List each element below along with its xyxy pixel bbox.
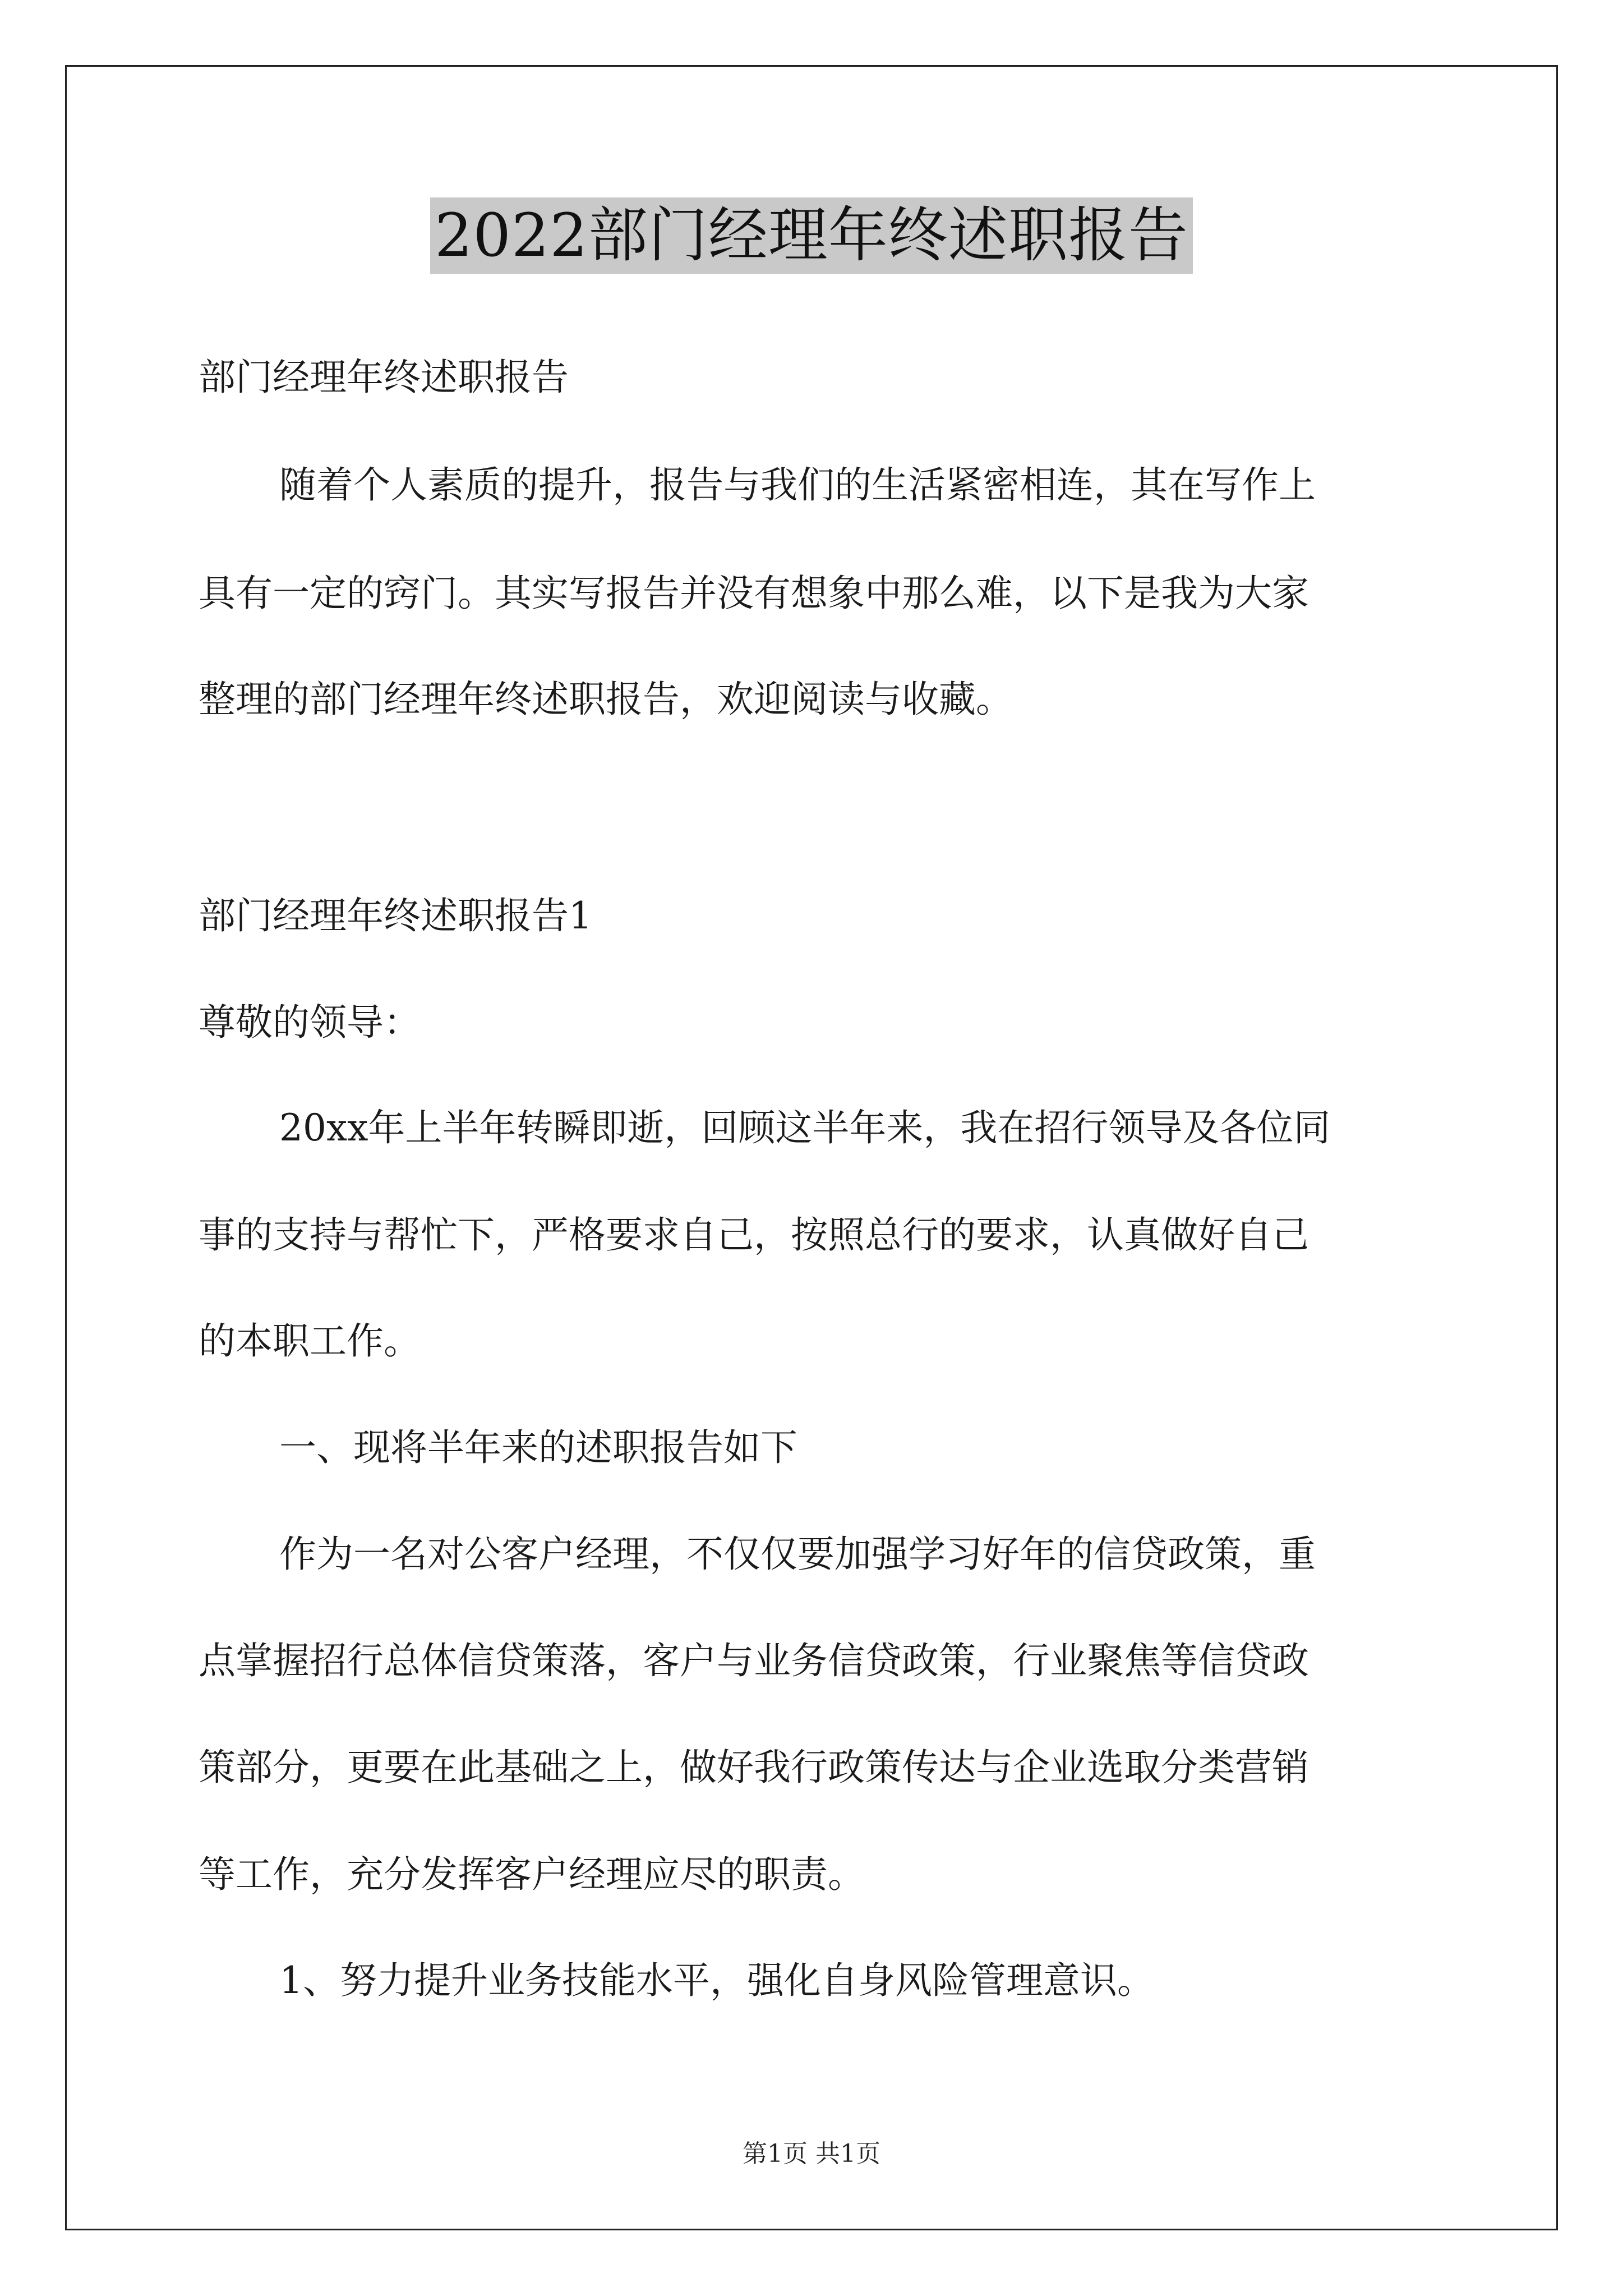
title-container: [0, 197, 1623, 274]
numbered-item: 1、努力提升业务技能水平，强化自身风险管理意识。: [279, 1959, 1154, 2002]
subsection-heading: 一、现将半年来的述职报告如下: [279, 1426, 797, 1469]
paragraph-line: 点掌握招行总体信贷策落，客户与业务信贷政策，行业聚焦等信贷政: [199, 1639, 1309, 1682]
paragraph-line: 的本职工作。: [199, 1319, 421, 1363]
page-footer: 第1页 共1页: [743, 2139, 880, 2168]
subtitle-line: 部门经理年终述职报告: [199, 356, 569, 399]
paragraph-line: 具有一定的窍门。其实写报告并没有想象中那么难，以下是我为大家: [199, 572, 1309, 615]
paragraph-line: 20xx年上半年转瞬即逝，回顾这半年来，我在招行领导及各位同: [279, 1106, 1331, 1149]
paragraph-line: 整理的部门经理年终述职报告，欢迎阅读与收藏。: [199, 678, 1013, 721]
paragraph-line: 等工作，充分发挥客户经理应尽的职责。: [199, 1853, 865, 1896]
section-heading: 部门经理年终述职报告1: [199, 894, 592, 937]
salutation: 尊敬的领导：: [199, 1001, 421, 1044]
paragraph-line: 事的支持与帮忙下，严格要求自己，按照总行的要求，认真做好自己: [199, 1213, 1309, 1257]
document-title: 2022部门经理年终述职报告: [430, 197, 1193, 274]
paragraph-line: 作为一名对公客户经理，不仅仅要加强学习好年的信贷政策，重: [279, 1533, 1316, 1576]
paragraph-line: 策部分，更要在此基础之上，做好我行政策传达与企业选取分类营销: [199, 1746, 1309, 1789]
paragraph-line: 随着个人素质的提升，报告与我们的生活紧密相连，其在写作上: [279, 463, 1316, 507]
